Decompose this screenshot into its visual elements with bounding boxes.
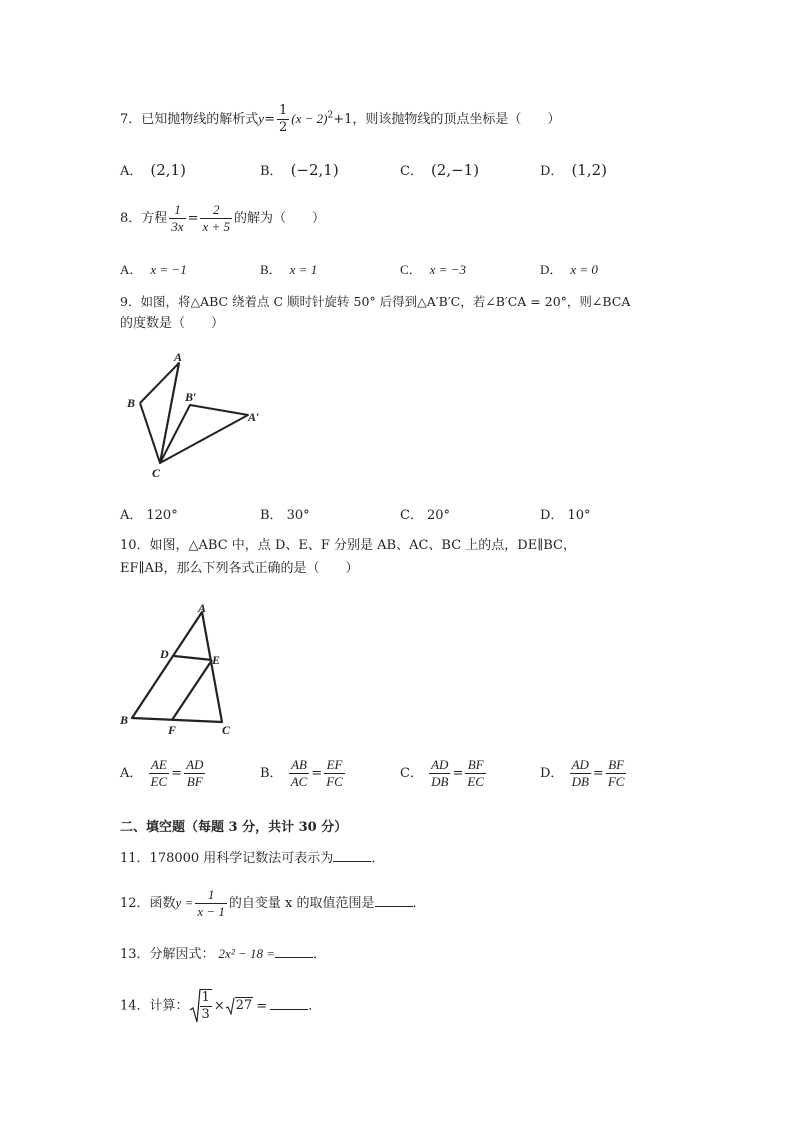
- option-label: D．: [540, 164, 564, 179]
- formula-part: +1: [333, 112, 353, 127]
- radical-sign: [225, 997, 235, 1015]
- fraction: [324, 757, 345, 790]
- fraction-num: AB: [291, 757, 307, 772]
- option-a[interactable]: [120, 504, 178, 523]
- formula-var: y: [258, 111, 265, 126]
- answer-blank[interactable]: [375, 894, 413, 907]
- fraction-den: FC: [326, 774, 343, 789]
- option-value: 30°: [286, 508, 310, 523]
- fraction: [570, 757, 591, 790]
- label-D: D: [160, 647, 169, 661]
- option-value: (1,2): [571, 161, 607, 179]
- fraction-num: 1: [201, 990, 210, 1005]
- option-label: C．: [400, 766, 423, 781]
- fraction-den: 3x: [171, 219, 184, 234]
- triangle-a2b2c: [160, 405, 248, 463]
- stem-end: ．: [371, 851, 385, 866]
- option-label: C．: [400, 164, 423, 179]
- option-value: x = 0: [570, 262, 598, 277]
- option-b[interactable]: [260, 160, 339, 179]
- question-number: 8．: [120, 211, 142, 226]
- fraction-den: EC: [467, 774, 484, 789]
- fraction-den: 2: [278, 120, 288, 135]
- formula-exp: 2: [327, 110, 334, 121]
- fraction-num: AD: [431, 757, 449, 772]
- fraction-den: x + 5: [202, 219, 231, 234]
- question-number: 10．: [120, 538, 150, 553]
- option-label: A．: [120, 164, 143, 179]
- option-value: (−2,1): [290, 161, 339, 179]
- option-value: 20°: [426, 508, 450, 523]
- fraction: [169, 202, 185, 235]
- label-F: F: [168, 723, 177, 737]
- fraction-num: BF: [608, 757, 625, 772]
- option-c[interactable]: [400, 160, 479, 179]
- option-a[interactable]: A． $\frac{AE}{EC}$ = $\frac{AD}{BF}$: [120, 757, 204, 789]
- option-value: (2,−1): [430, 161, 480, 179]
- formula-part: (x − 2): [291, 111, 328, 126]
- option-b[interactable]: [260, 504, 310, 523]
- fraction: [429, 757, 450, 790]
- option-c[interactable]: [400, 259, 466, 278]
- label-C: C: [152, 466, 161, 480]
- question-number: 9．: [120, 294, 141, 309]
- option-c[interactable]: C． $\frac{AD}{DB}$ = $\frac{BF}{EC}$: [400, 757, 484, 789]
- option-b[interactable]: B． $\frac{AB}{AC}$ = $\frac{EF}{FC}$: [260, 757, 343, 789]
- fraction-num: AD: [571, 757, 589, 772]
- question-8-stem: [120, 202, 325, 235]
- option-value: 10°: [567, 508, 591, 523]
- section-heading: 二、填空题（每题 3 分，共计 30 分）: [120, 820, 348, 835]
- option-a[interactable]: [120, 160, 186, 179]
- label-E: E: [212, 653, 221, 667]
- option-label: B．: [260, 164, 283, 179]
- option-label: D．: [540, 262, 563, 277]
- stem-text: 11．178000 用科学记数法可表示为: [120, 851, 334, 866]
- fraction: [195, 887, 227, 920]
- label-A: A: [174, 350, 183, 364]
- fraction: [149, 757, 170, 790]
- fraction-den: BF: [184, 773, 205, 790]
- formula-eq: =: [187, 211, 199, 226]
- triangle-abc: [140, 363, 179, 463]
- answer-blank[interactable]: [333, 849, 371, 862]
- fraction-den: DB: [571, 774, 589, 789]
- option-label: A．: [120, 508, 143, 523]
- stem-text: 如图，将△ABC 绕着点 C 顺时针旋转 50° 后得到△A′B′C，若∠B′CA = 20°，则∠BCA: [140, 294, 631, 309]
- option-label: B．: [260, 262, 282, 277]
- times-sign: ×: [213, 998, 225, 1014]
- formula-eq: =: [264, 112, 275, 127]
- fraction: [184, 757, 205, 790]
- option-d[interactable]: [540, 504, 590, 523]
- fraction-den: DB: [431, 774, 449, 789]
- formula-part: y =: [175, 895, 194, 910]
- stem-text: 的解为（ ）: [234, 211, 326, 226]
- option-label: A．: [120, 262, 143, 277]
- option-label: A．: [120, 766, 143, 781]
- fraction: [606, 757, 627, 790]
- label-B: B: [120, 713, 129, 727]
- question-9-stem: [120, 293, 630, 311]
- stem-text: ，则该抛物线的顶点坐标是（ ）: [352, 112, 561, 127]
- fraction-num: 1: [207, 887, 215, 902]
- fraction: [200, 989, 212, 1023]
- question-9-stem-line2: 的度数是（ ）: [120, 316, 225, 331]
- fraction-num: AE: [150, 757, 167, 772]
- answer-blank[interactable]: [275, 945, 313, 958]
- fraction-num: 1: [174, 202, 181, 217]
- option-label: B．: [260, 766, 283, 781]
- fraction-den: EC: [150, 774, 168, 789]
- option-d[interactable]: [540, 259, 598, 278]
- question-10-stem-line2: EF∥AB，那么下列各式正确的是（ ）: [120, 561, 359, 576]
- option-label: C．: [400, 508, 423, 523]
- stem-end: ．: [412, 896, 426, 911]
- option-c[interactable]: [400, 504, 450, 523]
- option-d[interactable]: [540, 160, 607, 179]
- segment-ca: [160, 363, 179, 463]
- question-14: [120, 988, 321, 1024]
- option-value: x = 1: [289, 262, 318, 277]
- rotation-figure: [118, 345, 278, 485]
- stem-text: 如图，△ABC 中，点 D、E、F 分别是 AB、AC、BC 上的点，DE∥BC，: [149, 538, 576, 553]
- stem-text: 14．计算：: [120, 998, 189, 1014]
- option-b[interactable]: [260, 259, 317, 278]
- question-13: [120, 945, 326, 964]
- option-label: D．: [540, 766, 564, 781]
- label-A-prime: A′: [248, 410, 260, 424]
- fraction: [289, 757, 310, 790]
- segment-de: [174, 656, 212, 660]
- stem-end: ．: [308, 998, 322, 1014]
- option-d[interactable]: D． $\frac{AD}{DB}$ = $\frac{BF}{FC}$: [540, 757, 625, 789]
- fraction-num: 2: [213, 202, 220, 217]
- stem-text: 13．分解因式：: [120, 947, 215, 962]
- option-value: (2,1): [150, 161, 186, 179]
- stem-text: 方程: [141, 211, 168, 226]
- triangle-figure: [116, 600, 246, 740]
- fraction-den: AC: [290, 774, 308, 789]
- answer-blank[interactable]: [270, 997, 308, 1010]
- segment-ef: [172, 660, 212, 720]
- option-label: B．: [260, 508, 283, 523]
- option-a[interactable]: [120, 259, 187, 278]
- sqrt-fraction: [189, 988, 214, 1024]
- formula-eq: =: [256, 998, 268, 1014]
- label-B-prime: B′: [185, 390, 197, 404]
- stem-text: 12．函数: [120, 896, 176, 911]
- fraction-num: EF: [326, 757, 343, 772]
- fraction-den: FC: [607, 774, 625, 789]
- fraction-num: 1: [278, 103, 288, 118]
- fraction: [277, 103, 289, 136]
- fraction: [200, 202, 232, 235]
- question-11: [120, 849, 384, 868]
- option-label: D．: [540, 508, 564, 523]
- formula-part: 2x² − 18 =: [218, 946, 276, 961]
- label-A: A: [198, 601, 207, 615]
- radicand: 27: [235, 998, 253, 1014]
- fraction: [465, 757, 486, 790]
- question-number: 7．: [120, 112, 142, 127]
- fraction-den: 3: [201, 1007, 210, 1022]
- question-10-stem: [120, 537, 576, 555]
- option-value: x = −1: [150, 262, 187, 277]
- fraction-num: BF: [467, 757, 484, 772]
- option-value: 120°: [146, 508, 178, 523]
- fraction-den: x − 1: [197, 904, 225, 919]
- question-7-stem: [120, 103, 560, 136]
- stem-end: ．: [313, 947, 327, 962]
- option-value: x = −3: [429, 262, 466, 277]
- stem-text: 已知抛物线的解析式: [141, 112, 259, 127]
- option-label: C．: [400, 262, 422, 277]
- label-B: B: [127, 396, 136, 410]
- question-12: [120, 887, 426, 920]
- stem-text: 的自变量 x 的取值范围是: [228, 896, 375, 911]
- label-C: C: [222, 723, 231, 737]
- fraction-num: AD: [186, 757, 204, 772]
- sqrt-27: [225, 997, 254, 1016]
